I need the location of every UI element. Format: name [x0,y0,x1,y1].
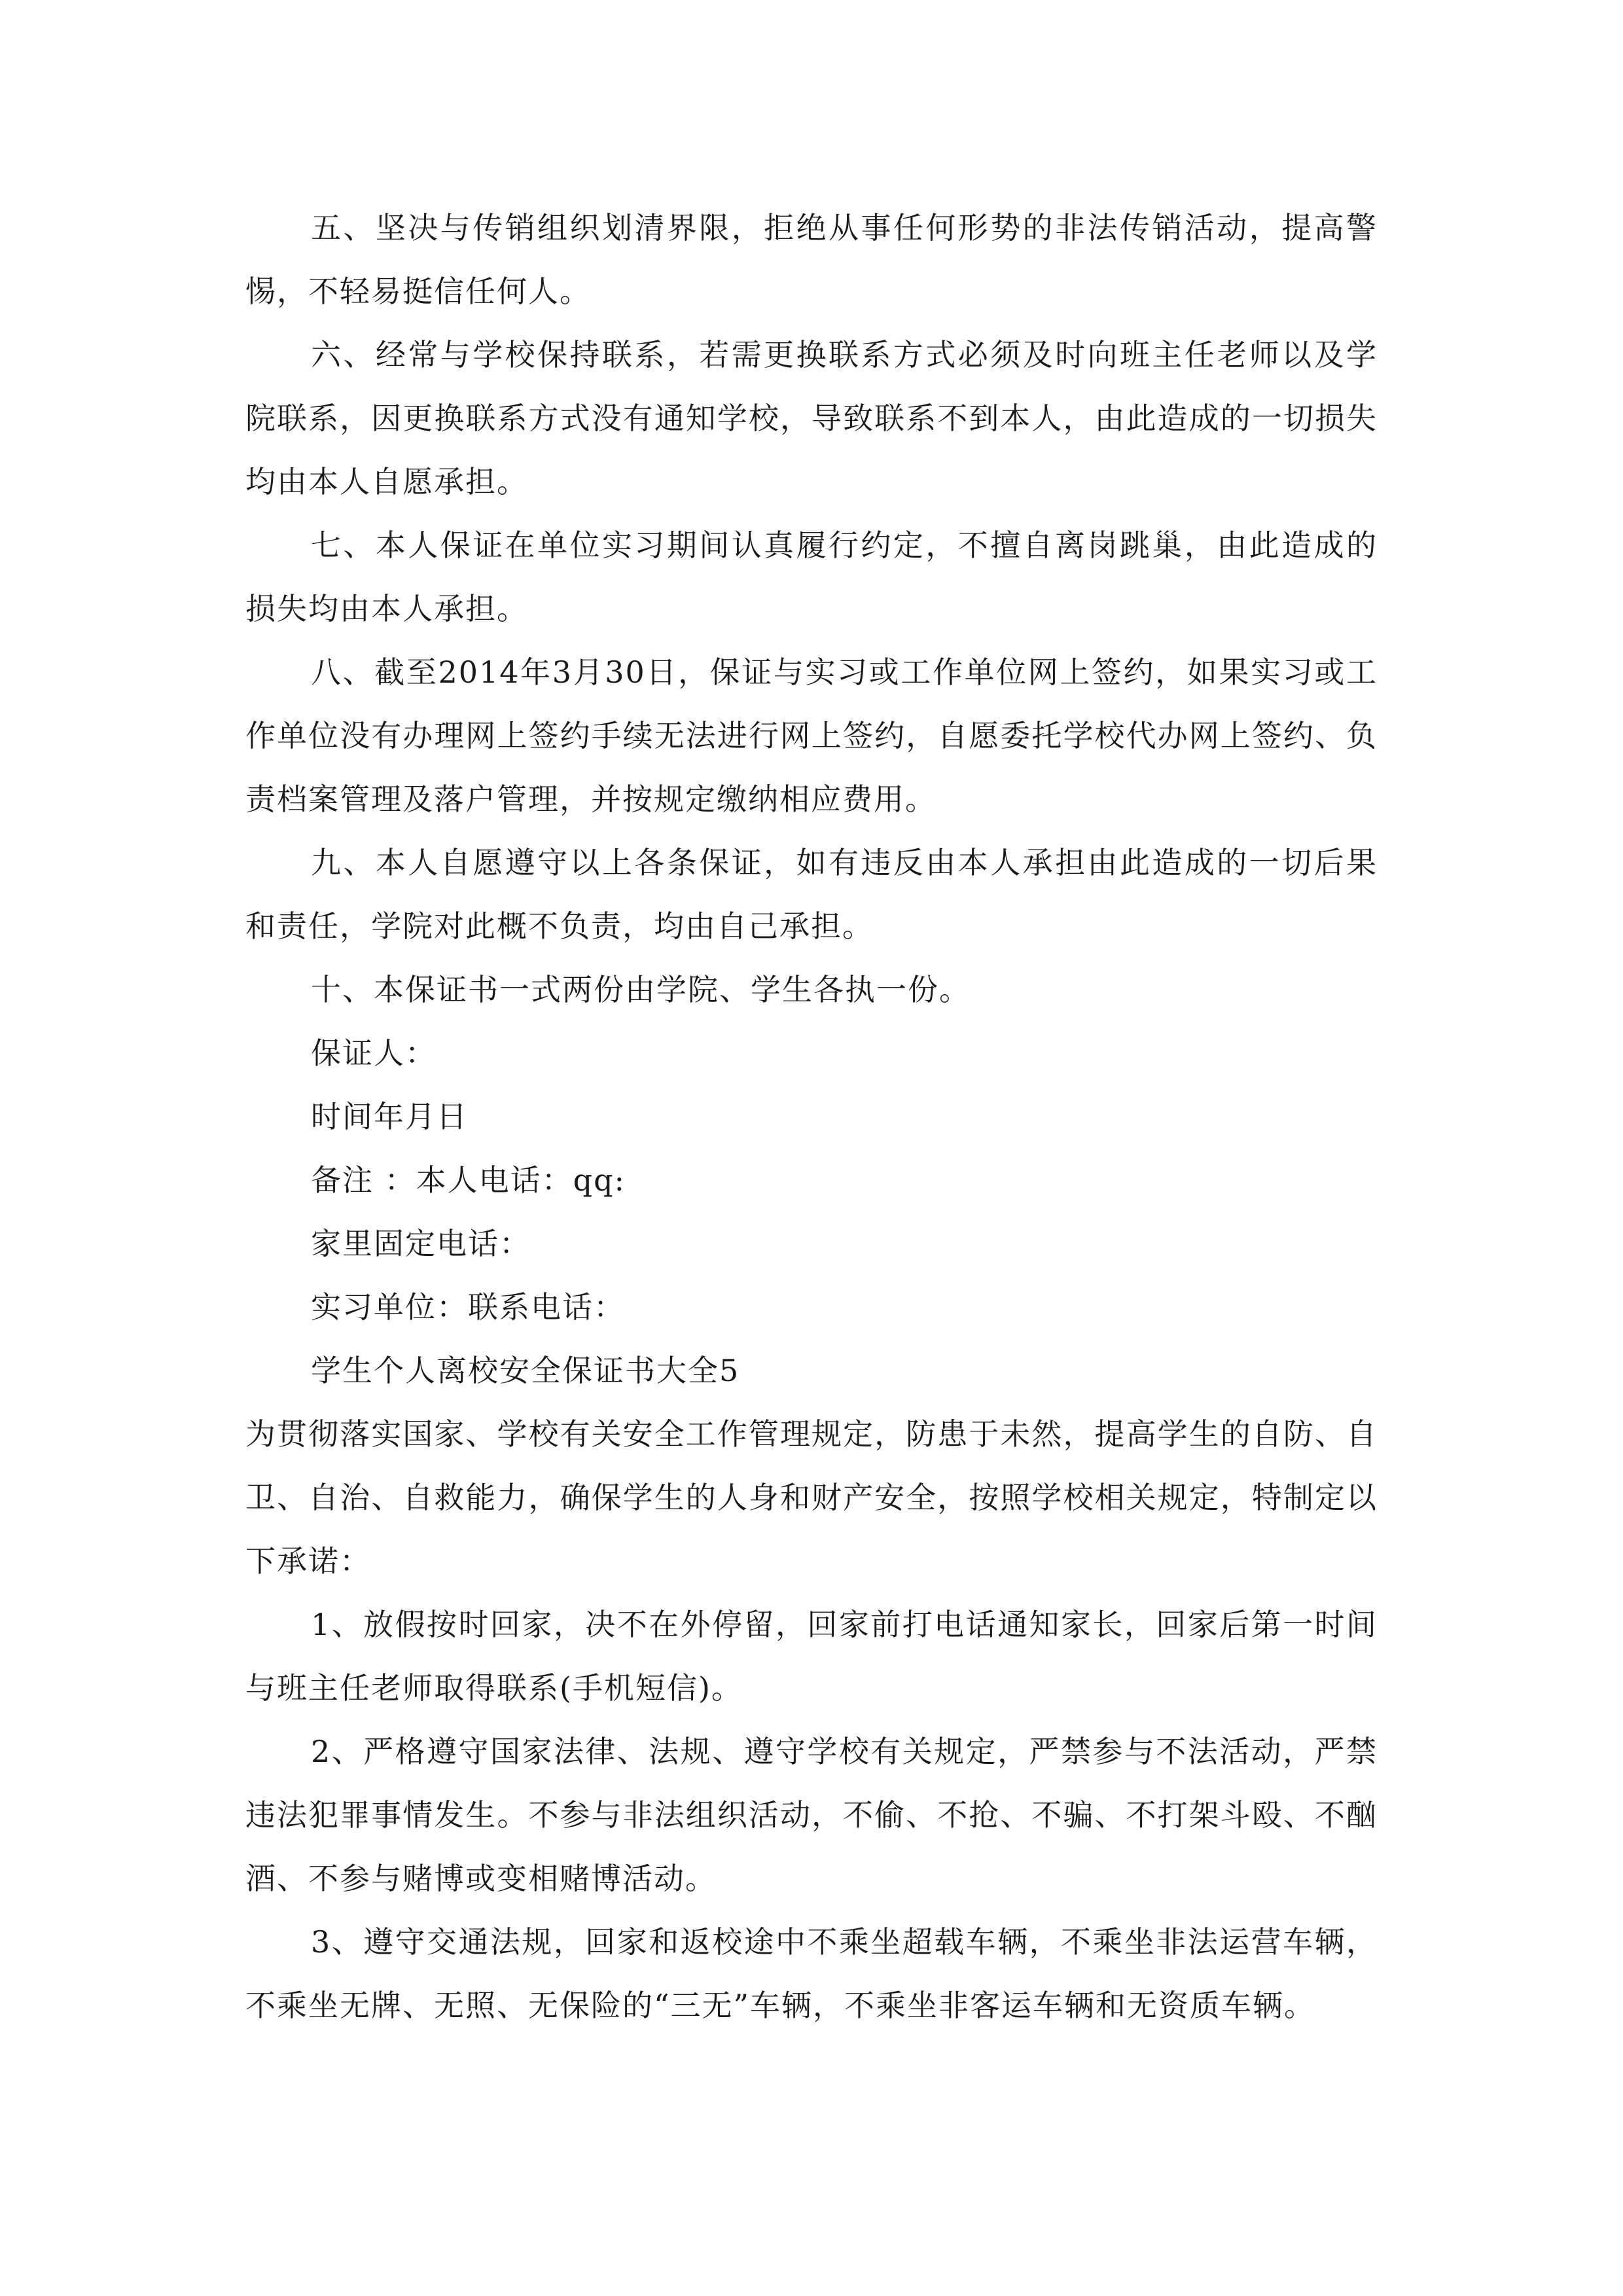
section-title: 学生个人离校安全保证书大全5 [311,1353,740,1388]
home-phone-label: 家里固定电话： [311,1226,531,1261]
intro-paragraph: 为贯彻落实国家、学校有关安全工作管理规定，防患于未然，提高学生的自防、自卫、自治、自救能力，确保学生的人身和财产安全，按照学校相关规定，特制定以下承诺： [245,1416,1378,1579]
date-label: 时间年月日 [311,1099,468,1134]
paragraph-item-7: 七、本人保证在单位实习期间认真履行约定，不擅自离岗跳巢，由此造成的损失均由本人承担。 [245,528,1378,626]
guarantor-label: 保证人： [311,1035,437,1071]
document-body [245,196,1378,2037]
commitment-item-3: 3、遵守交通法规，回家和返校途中不乘坐超载车辆，不乘坐非法运营车辆，不乘坐无牌、无照、无保险的“三无”车辆，不乘坐非客运车辆和无资质车辆。 [245,1924,1378,2023]
remarks-phone-label: 备注 ：本人电话：qq: [311,1162,626,1198]
paragraph-item-10: 十、本保证书一式两份由学院、学生各执一份。 [311,972,971,1007]
paragraph-item-5: 五、坚决与传销组织划清界限，拒绝从事任何形势的非法传销活动，提高警惕，不轻易挺信任何人。 [245,210,1378,309]
commitment-item-2: 2、严格遵守国家法律、法规、遵守学校有关规定，严禁参与不法活动，严禁违法犯罪事情发生。不参与非法组织活动，不偷、不抢、不骗、不打架斗殴、不酗酒、不参与赌博或变相赌博活动。 [245,1734,1378,1896]
paragraph-item-6: 六、经常与学校保持联系，若需更换联系方式必须及时向班主任老师以及学院联系，因更换联系方式没有通知学校，导致联系不到本人，由此造成的一切损失均由本人自愿承担。 [245,337,1378,499]
commitment-item-1: 1、放假按时回家，决不在外停留，回家前打电话通知家长，回家后第一时间与班主任老师取得联系(手机短信)。 [245,1607,1378,1706]
paragraph-item-9: 九、本人自愿遵守以上各条保证，如有违反由本人承担由此造成的一切后果和责任，学院对此概不负责，均由自己承担。 [245,845,1378,944]
paragraph-item-8: 八、截至2014年3月30日，保证与实习或工作单位网上签约，如果实习或工作单位没有办理网上签约手续无法进行网上签约，自愿委托学校代办网上签约、负责档案管理及落户管理，并按规定缴纳相应费用。 [245,655,1378,817]
internship-unit-label: 实习单位：联系电话： [311,1289,625,1325]
